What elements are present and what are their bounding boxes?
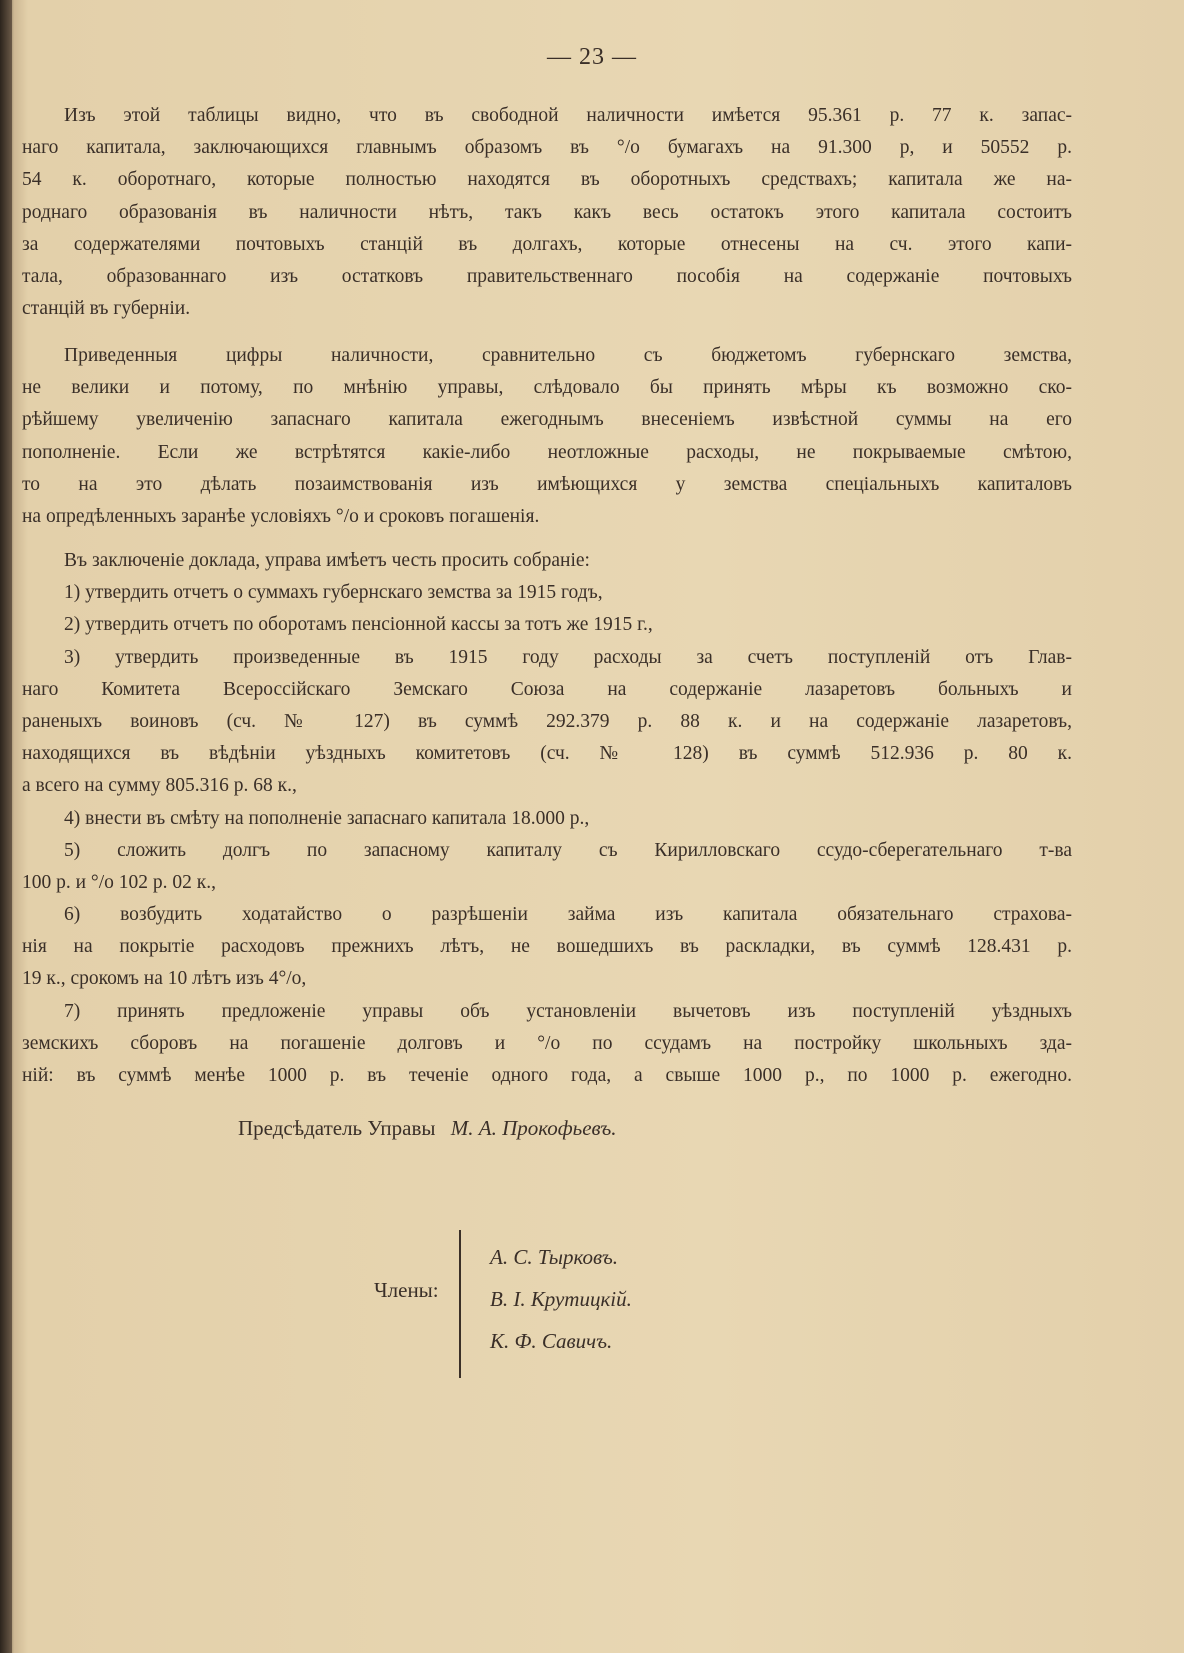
- list-item: 3) утвердить произведенные въ 1915 году расходы за счетъ поступленій отъ Глав-: [64, 646, 1072, 668]
- text-line: раненыхъ воиновъ (сч. № 127) въ суммѣ 292.379 р. 88 к. и на содержаніе лазаретовъ,: [22, 710, 1072, 732]
- chairman-name: М. А. Прокофьевъ.: [450, 1116, 617, 1140]
- text-line: ній: въ суммѣ менѣе 1000 р. въ теченіе одного года, а свыше 1000 р., по 1000 р. ежегодно.: [22, 1065, 1072, 1086]
- text-line: Изъ этой таблицы видно, что въ свободной наличности имѣется 95.361 р. 77 к. запас-: [64, 105, 1072, 126]
- list-item: 4) внести въ смѣту на пополненіе запаснаго капитала 18.000 р.,: [64, 807, 590, 829]
- list-item: 7) принять предложеніе управы объ установленіи вычетовъ изъ поступленій уѣздныхъ: [64, 1000, 1072, 1022]
- text-line: тала, образованнаго изъ остатковъ правительственнаго пособія на содержаніе почтовыхъ: [22, 265, 1072, 287]
- text-line: не велики и потому, по мнѣнію управы, слѣдовало бы принять мѣры къ возможно ско-: [22, 377, 1072, 399]
- chairman-signature: [238, 1116, 617, 1141]
- list-item: 2) утвердить отчетъ по оборотамъ пенсіонной кассы за тотъ же 1915 г.,: [64, 614, 653, 636]
- text-line: 100 р. и °/о 102 р. 02 к.,: [22, 871, 217, 893]
- list-item: 6) возбудить ходатайство о разрѣшеніи займа изъ капитала обязательнаго страхова-: [64, 904, 1072, 926]
- book-spine-shadow: [0, 0, 12, 1653]
- text-line: то на это дѣлать позаимствованія изъ имѣющихся у земства спеціальныхъ капиталовъ: [22, 473, 1072, 495]
- members-label: Члены:: [374, 1278, 439, 1302]
- text-line: станцій въ губерніи.: [22, 298, 191, 320]
- text-line: на опредѣленныхъ заранѣе условіяхъ °/о и сроковъ погашенія.: [22, 505, 540, 527]
- text-line: наго капитала, заключающихся главнымъ образомъ въ °/о бумагахъ на 91.300 р, и 50552 р.: [22, 137, 1072, 159]
- text-line: Приведенныя цифры наличности, сравнительно съ бюджетомъ губернскаго земства,: [64, 345, 1072, 366]
- text-line: за содержателями почтовыхъ станцій въ долгахъ, которые отнесены на сч. этого капи-: [22, 233, 1072, 255]
- text-line: роднаго образованія въ наличности нѣтъ, такъ какъ весь остатокъ этого капитала состоитъ: [22, 201, 1072, 223]
- text-line: земскихъ сборовъ на погашеніе долговъ и °/о по ссудамъ на постройку школьныхъ зда-: [22, 1032, 1072, 1054]
- text-line: а всего на сумму 805.316 р. 68 к.,: [22, 775, 297, 797]
- text-line: Въ заключеніе доклада, управа имѣетъ честь просить собраніе:: [64, 550, 590, 571]
- chairman-title: Предсѣдатель Управы: [238, 1116, 436, 1140]
- paragraph-2: [22, 340, 1072, 533]
- text-line: 54 к. оборотнаго, которые полностью находятся въ оборотныхъ средствахъ; капитала же на-: [22, 169, 1072, 191]
- list-item: 5) сложить долгъ по запасному капиталу съ Кирилловскаго ссудо-сберегательнаго т-ва: [64, 839, 1072, 861]
- text-line: рѣйшему увеличенію запаснаго капитала ежегоднымъ внесеніемъ извѣстной суммы на его: [22, 409, 1072, 431]
- list-item: 1) утвердить отчетъ о суммахъ губернскаго земства за 1915 годъ,: [64, 582, 603, 604]
- page-number: — 23 —: [547, 44, 637, 70]
- member-name: В. І. Крутицкій.: [490, 1287, 632, 1311]
- member-name: А. С. Тырковъ.: [490, 1245, 618, 1269]
- text-line: 19 к., срокомъ на 10 лѣтъ изъ 4°/о,: [22, 968, 307, 990]
- members-divider: [459, 1230, 461, 1378]
- text-line: наго Комитета Всероссійскаго Земскаго Союза на содержаніе лазаретовъ больныхъ и: [22, 678, 1072, 700]
- text-line: находящихся въ вѣдѣніи уѣздныхъ комитетовъ (сч. № 128) въ суммѣ 512.936 р. 80 к.: [22, 743, 1072, 765]
- member-name: К. Ф. Савичъ.: [490, 1329, 613, 1353]
- paragraph-1: [22, 100, 1072, 325]
- members-list: [490, 1236, 632, 1362]
- paragraph-3-resolutions: [22, 545, 1072, 1092]
- text-line: нія на покрытіе расходовъ прежнихъ лѣтъ, не вошедшихъ въ раскладки, въ суммѣ 128.431 р.: [22, 936, 1072, 958]
- text-line: пополненіе. Если же встрѣтятся какіе-либо неотложные расходы, не покрываемые смѣтою,: [22, 441, 1072, 463]
